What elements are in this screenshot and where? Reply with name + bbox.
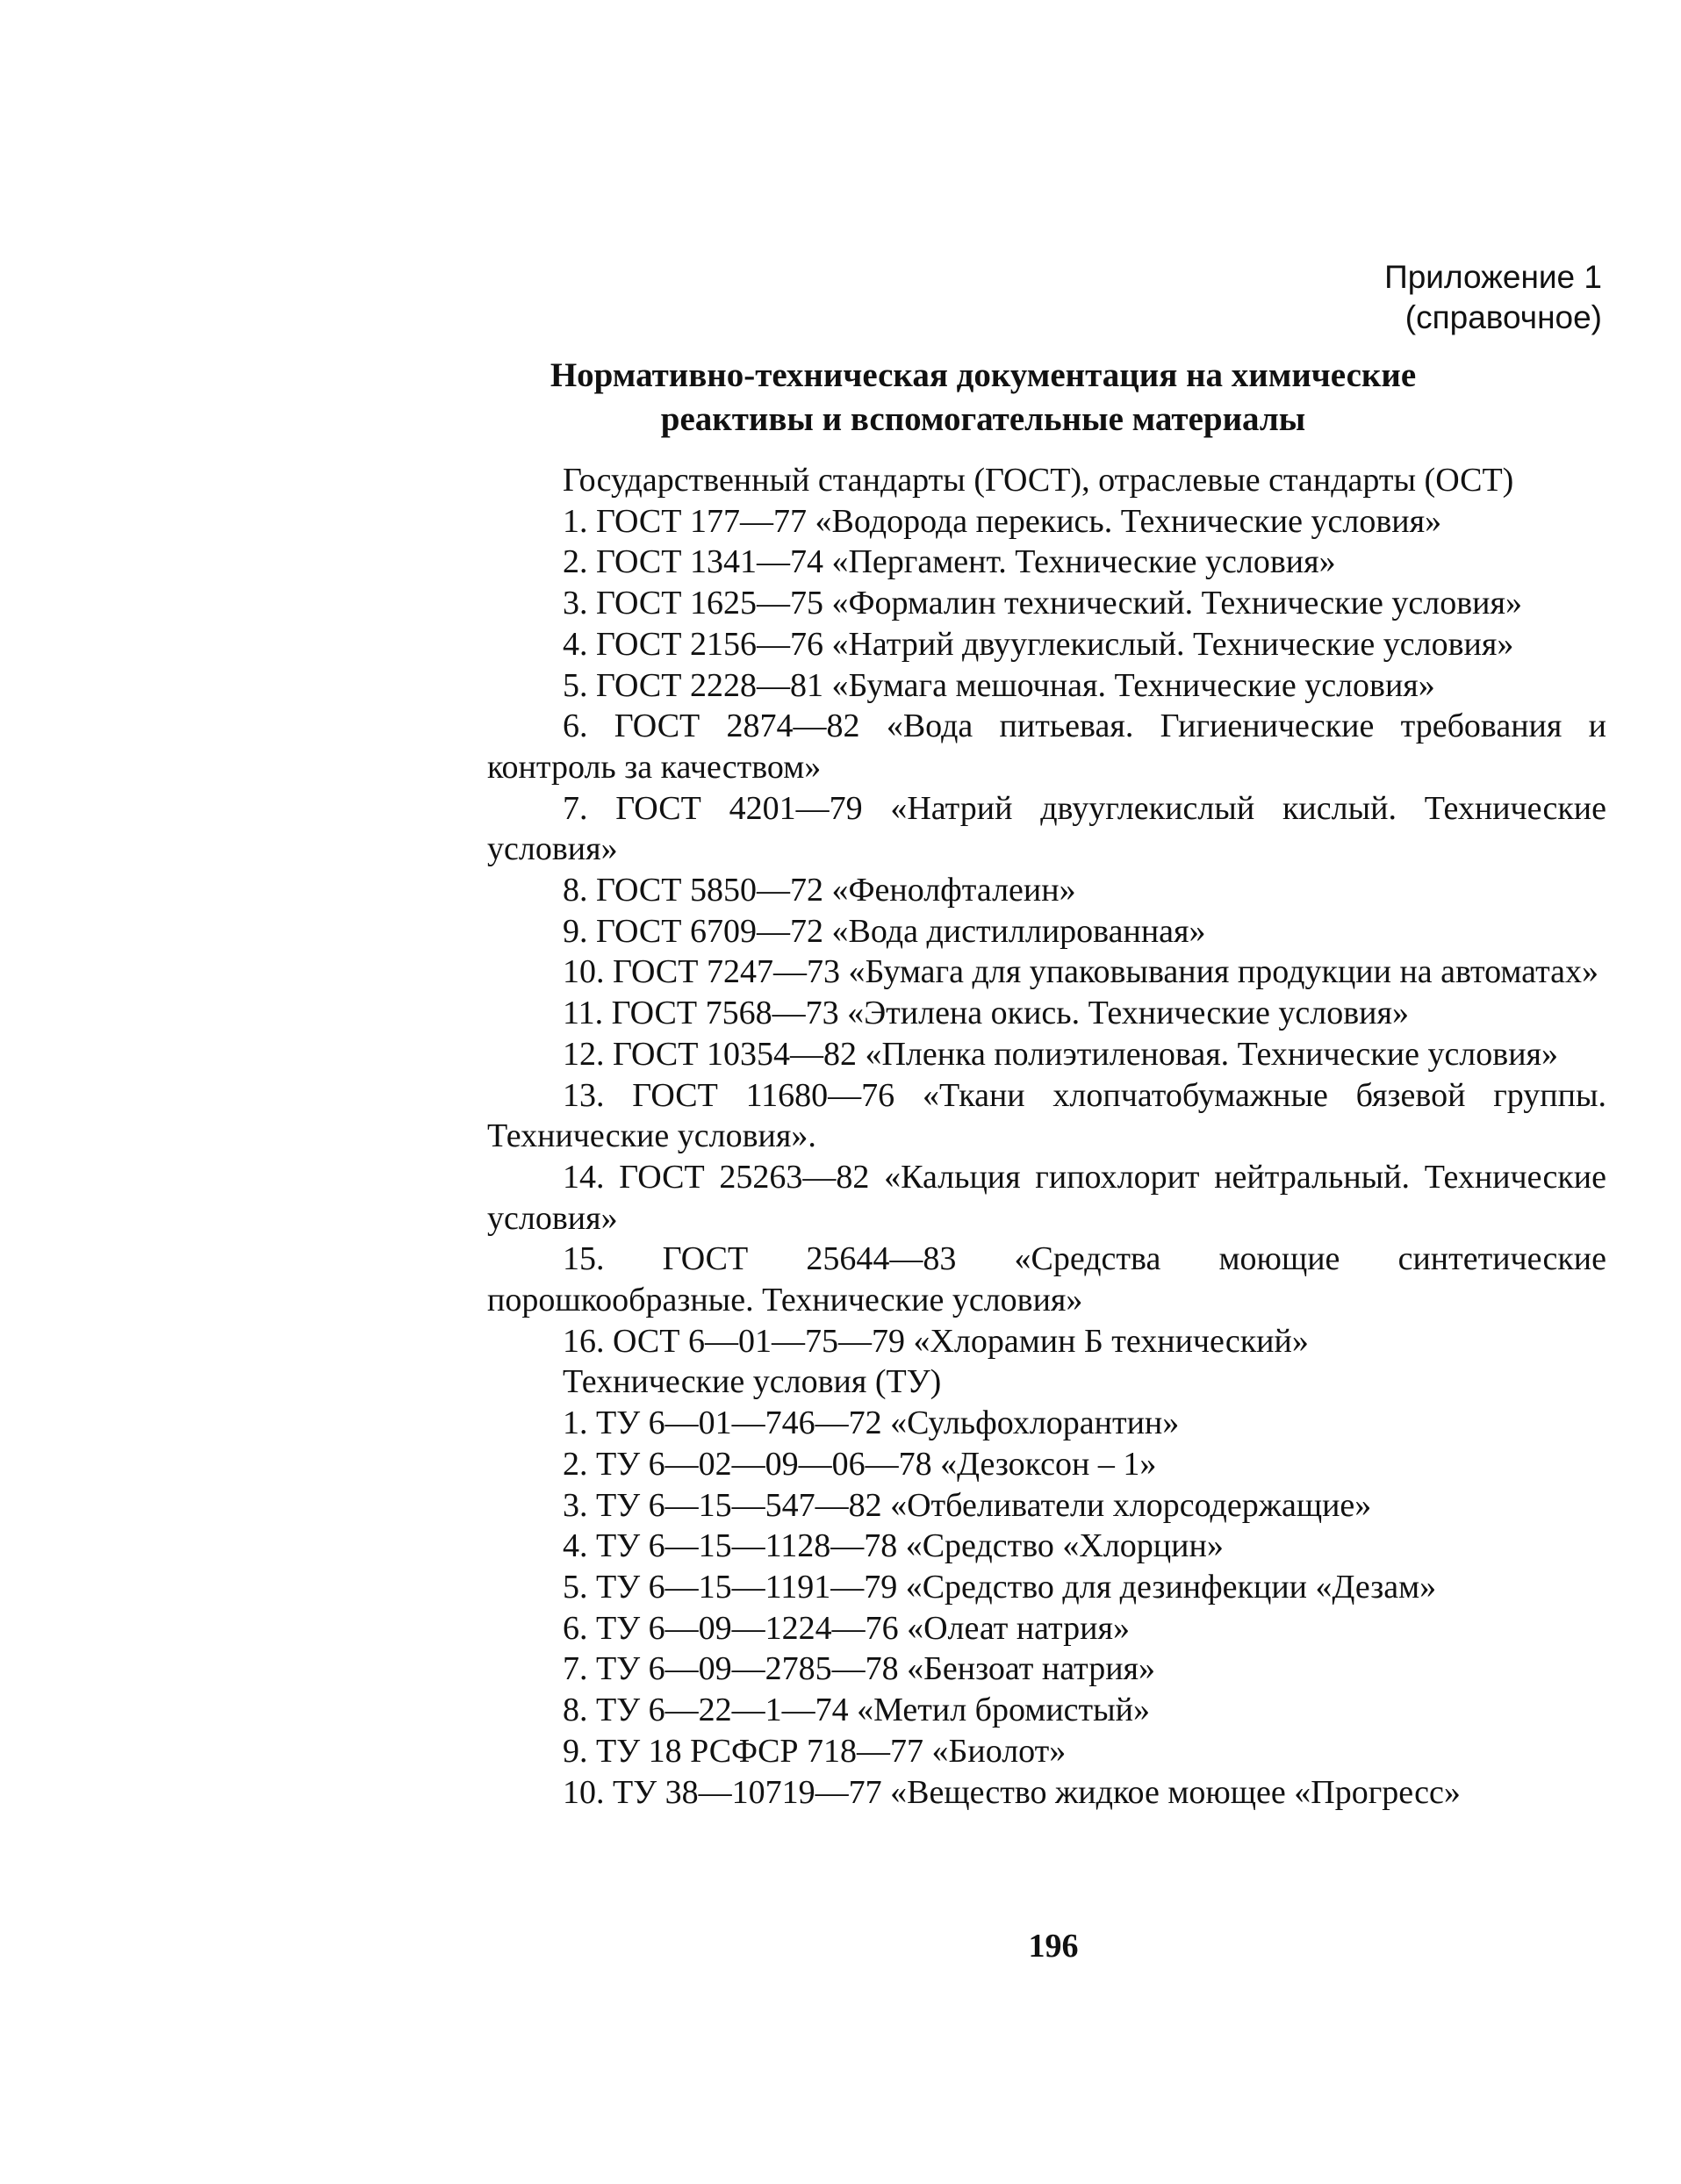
tu-item-9: 9. ТУ 18 РСФСР 718—77 «Биолот» — [563, 1732, 1067, 1770]
title-line-1: Нормативно-техническая документация на химические — [550, 356, 1417, 394]
gost-section-heading: Государственный стандарты (ГОСТ), отраслевые стандарты (ОСТ) — [563, 462, 1514, 499]
title-line-2: реактивы и вспомогательные материалы — [660, 400, 1306, 438]
tu-item-8: 8. ТУ 6—22—1—74 «Метил бромистый» — [563, 1692, 1151, 1729]
tu-item-5: 5. ТУ 6—15—1191—79 «Средство для дезинфекции «Дезам» — [563, 1568, 1437, 1606]
gost-item-3: 3. ГОСТ 1625—75 «Формалин технический. Технические условия» — [563, 585, 1522, 622]
gost-item-15: 15. ГОСТ 25644—83 «Средства моющие синтетические порошкообразные. Технические условия» — [487, 1240, 1606, 1319]
gost-item-7: 7. ГОСТ 4201—79 «Натрий двууглекислый кислый. Технические условия» — [487, 789, 1606, 868]
tu-item-10: 10. ТУ 38—10719—77 «Вещество жидкое моющее «Прогресс» — [563, 1773, 1461, 1811]
gost-item-4: 4. ГОСТ 2156—76 «Натрий двууглекислый. Технические условия» — [563, 625, 1514, 663]
page-title — [487, 354, 1479, 442]
tu-item-1: 1. ТУ 6—01—746—72 «Сульфохлорантин» — [563, 1405, 1180, 1442]
tu-item-3: 3. ТУ 6—15—547—82 «Отбеливатели хлорсодержащие» — [563, 1486, 1372, 1524]
appendix-type: (справочное) — [1404, 299, 1602, 335]
gost-item-11: 11. ГОСТ 7568—73 «Этилена окись. Технические условия» — [563, 995, 1409, 1032]
appendix-label — [1384, 257, 1602, 338]
gost-item-6: 6. ГОСТ 2874—82 «Вода питьевая. Гигиенические требования и контроль за качеством» — [487, 708, 1606, 786]
gost-item-16: 16. ОСТ 6—01—75—79 «Хлорамин Б технический» — [563, 1322, 1309, 1360]
tu-item-6: 6. ТУ 6—09—1224—76 «Олеат натрия» — [563, 1609, 1130, 1647]
gost-item-2: 2. ГОСТ 1341—74 «Пергамент. Технические условия» — [563, 543, 1336, 581]
tu-item-4: 4. ТУ 6—15—1128—78 «Средство «Хлорцин» — [563, 1527, 1224, 1565]
gost-item-12: 12. ГОСТ 10354—82 «Пленка полиэтиленовая. Технические условия» — [563, 1035, 1559, 1073]
tu-item-2: 2. ТУ 6—02—09—06—78 «Дезоксон – 1» — [563, 1445, 1157, 1483]
document-body — [487, 460, 1606, 1813]
gost-item-5: 5. ГОСТ 2228—81 «Бумага мешочная. Технические условия» — [563, 666, 1435, 704]
gost-item-13: 13. ГОСТ 11680—76 «Ткани хлопчатобумажные бязевой группы. Технические условия». — [487, 1076, 1606, 1155]
gost-item-9: 9. ГОСТ 6709—72 «Вода дистиллированная» — [563, 912, 1206, 950]
gost-item-14: 14. ГОСТ 25263—82 «Кальция гипохлорит нейтральный. Технические условия» — [487, 1158, 1606, 1237]
tu-section-heading: Технические условия (ТУ) — [563, 1363, 942, 1401]
page-number: 196 — [1028, 1928, 1079, 1965]
tu-item-7: 7. ТУ 6—09—2785—78 «Бензоат натрия» — [563, 1650, 1156, 1688]
gost-item-1: 1. ГОСТ 177—77 «Водорода перекись. Технические условия» — [563, 502, 1442, 540]
gost-item-10: 10. ГОСТ 7247—73 «Бумага для упаковывания продукции на автоматах» — [563, 953, 1599, 991]
appendix-number: Приложение 1 — [1384, 259, 1602, 295]
gost-item-8: 8. ГОСТ 5850—72 «Фенолфталеин» — [563, 872, 1076, 909]
